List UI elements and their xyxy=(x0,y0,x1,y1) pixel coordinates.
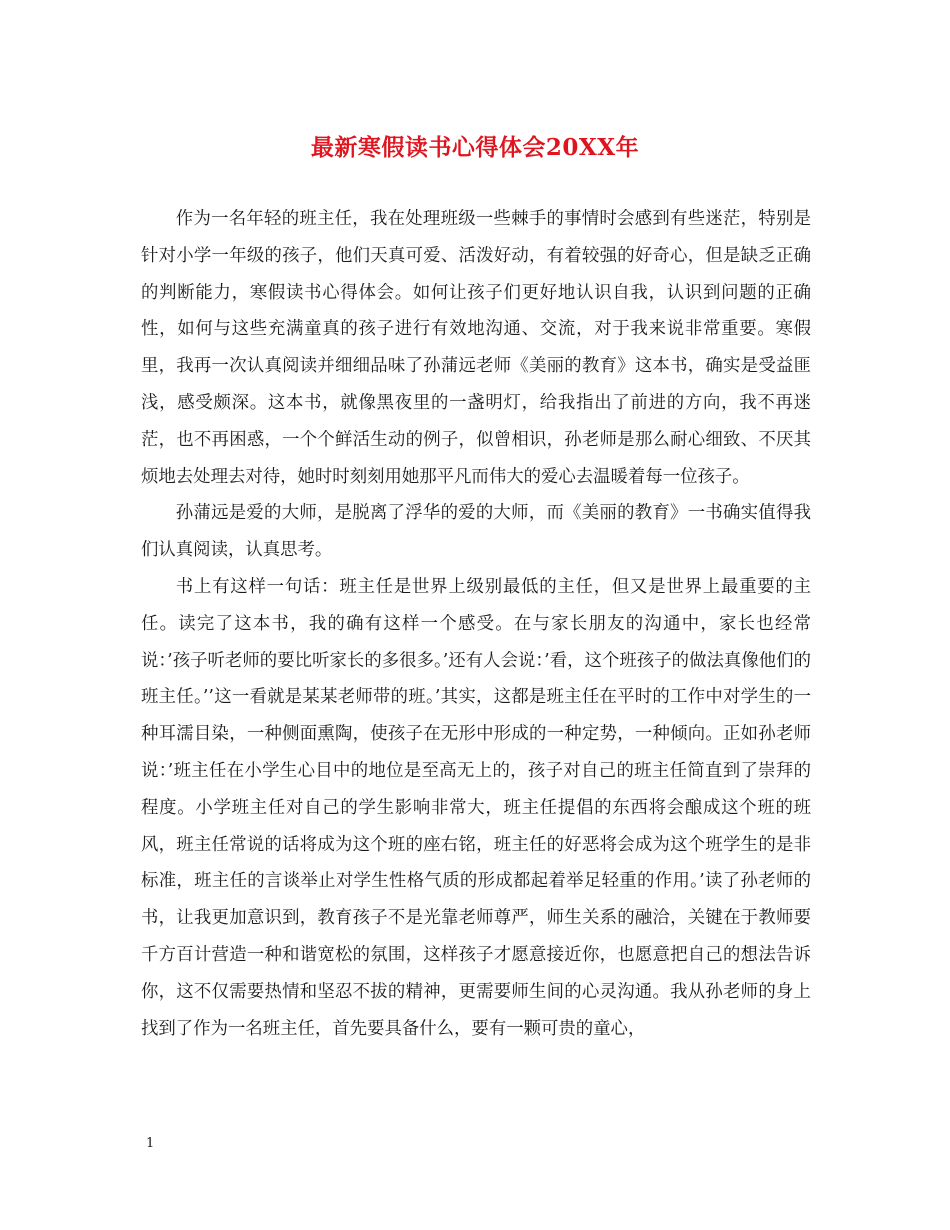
page-number: 1 xyxy=(146,1136,155,1151)
paragraph-3: 书上有这样一句话：班主任是世界上级别最低的主任，但又是世界上最重要的主任。读完了这本书，我的确有这样一个感受。在与家长朋友的沟通中，家长也经常说：’孩子听老师的要比听家长的多很多。’还有人会说：’看，这个班孩子的做法真像他们的班主任。’’这一看就是某某老师带的班。’其实，这都是班主任在平时的工作中对学生的一种耳濡目染，一种侧面熏陶，使孩子在无形中形成的一种定势，一种倾向。正如孙老师说：’班主任在小学生心目中的地位是至高无上的，孩子对自己的班主任简直到了崇拜的程度。小学班主任对自己的学生影响非常大，班主任提倡的东西将会酿成这个班的班风，班主任常说的话将成为这个班的座右铭，班主任的好恶将会成为这个班学生的是非标准，班主任的言谈举止对学生性格气质的形成都起着举足轻重的作用。’读了孙老师的书，让我更加意识到，教育孩子不是光靠老师尊严，师生关系的融洽，关键在于教师要千方百计营造一种和谐宽松的氛围，这样孩子才愿意接近你，也愿意把自己的想法告诉你，这不仅需要热情和坚忍不拔的精神，更需要师生间的心灵沟通。我从孙老师的身上找到了作为一名班主任，首先要具备什么，要有一颗可贵的童心， xyxy=(141,576,811,1039)
paragraph-2: 孙蒲远是爱的大师，是脱离了浮华的爱的大师，而《美丽的教育》一书确实值得我们认真阅读，认真思考。 xyxy=(141,503,811,561)
document-body xyxy=(141,201,811,1047)
document-title: 最新寒假读书心得体会20XX年 xyxy=(310,134,640,161)
paragraph-1: 作为一名年轻的班主任，我在处理班级一些棘手的事情时会感到有些迷茫，特别是针对小学一年级的孩子，他们天真可爱、活泼好动，有着较强的好奇心，但是缺乏正确的判断能力，寒假读书心得体会。如何让孩子们更好地认识自我，认识到问题的正确性，如何与这些充满童真的孩子进行有效地沟通、交流，对于我来说非常重要。寒假里，我再一次认真阅读并细细品味了孙蒲远老师《美丽的教育》这本书，确实是受益匪浅，感受颇深。这本书，就像黑夜里的一盏明灯，给我指出了前进的方向，我不再迷茫，也不再困惑，一个个鲜活生动的例子，似曾相识，孙老师是那么耐心细致、不厌其烦地去处理去对待，她时时刻刻用她那平凡而伟大的爱心去温暖着每一位孩子。 xyxy=(141,209,811,487)
